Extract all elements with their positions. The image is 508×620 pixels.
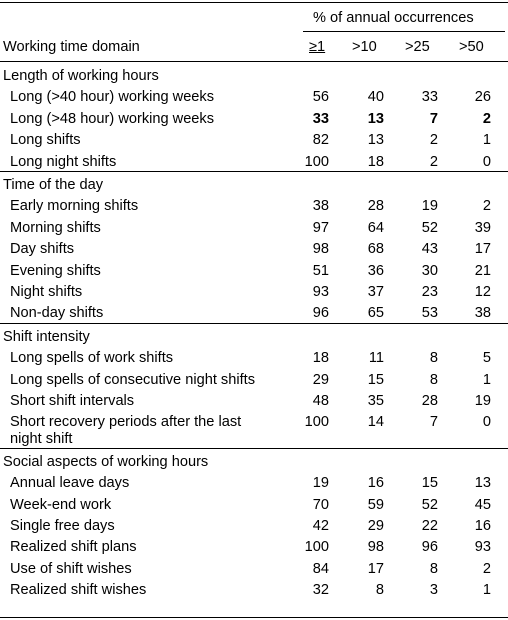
row-value: 82 xyxy=(312,132,329,149)
row-value: 100 xyxy=(304,153,329,170)
row-value: 3 xyxy=(429,582,438,599)
row-value: 8 xyxy=(429,560,438,577)
row-label: Night shifts xyxy=(10,284,83,300)
row-value: 23 xyxy=(421,284,438,300)
row-value: 45 xyxy=(474,496,491,513)
row-label: Annual leave days xyxy=(10,475,130,492)
row-label: Week-end work xyxy=(10,496,112,513)
row-value: 51 xyxy=(312,262,329,279)
row-label: Early morning shifts xyxy=(10,198,139,215)
row-value: 1 xyxy=(482,371,491,388)
row-value: 13 xyxy=(367,110,384,127)
row-value: 18 xyxy=(312,350,329,367)
row-label: Long (>40 hour) working weeks xyxy=(10,89,215,106)
row-label: Morning shifts xyxy=(10,219,101,236)
row-value: 21 xyxy=(474,262,491,279)
row-label: Long spells of consecutive night shifts xyxy=(10,371,255,388)
row-label: Non-day shifts xyxy=(10,305,104,322)
column-header-gt10: >10 xyxy=(352,39,377,55)
bottom-rule xyxy=(0,617,508,618)
column-group-header: % of annual occurrences xyxy=(313,10,474,26)
row-value: 96 xyxy=(312,305,329,322)
row-value: 35 xyxy=(367,393,384,409)
row-value: 5 xyxy=(482,350,491,367)
row-value: 2 xyxy=(482,560,491,577)
row-value: 11 xyxy=(368,350,384,367)
row-value: 13 xyxy=(367,132,384,149)
column-header-gt50: >50 xyxy=(459,39,484,55)
row-value: 19 xyxy=(312,475,329,492)
row-value: 16 xyxy=(367,475,384,492)
row-value: 30 xyxy=(421,262,438,279)
row-value: 2 xyxy=(429,153,438,170)
row-label: Realized shift plans xyxy=(10,539,137,556)
row-value: 33 xyxy=(421,89,438,106)
row-value: 53 xyxy=(421,305,438,322)
header-rule xyxy=(0,61,508,62)
column-header-ge1: ≥1 xyxy=(309,39,326,55)
section-rule xyxy=(0,171,508,172)
row-value: 7 xyxy=(429,110,438,127)
row-label: Long night shifts xyxy=(10,153,117,170)
row-label: Long shifts xyxy=(10,132,81,149)
row-label: Evening shifts xyxy=(10,262,101,279)
row-value: 37 xyxy=(367,284,384,300)
section-title: Social aspects of working hours xyxy=(3,453,209,470)
row-value: 96 xyxy=(421,539,438,556)
row-value: 43 xyxy=(421,241,438,258)
row-value: 40 xyxy=(367,89,384,106)
row-value: 32 xyxy=(312,582,329,599)
row-label-continuation: night shift xyxy=(10,431,73,448)
row-value: 93 xyxy=(312,284,329,300)
row-value: 97 xyxy=(312,219,329,236)
row-value: 29 xyxy=(312,371,329,388)
row-label: Single free days xyxy=(10,518,115,534)
row-value: 59 xyxy=(367,496,384,513)
section-rule xyxy=(0,323,508,324)
row-value: 36 xyxy=(367,262,384,279)
row-value: 22 xyxy=(421,518,438,534)
row-value: 8 xyxy=(429,371,438,388)
row-value: 2 xyxy=(429,132,438,149)
row-label: Realized shift wishes xyxy=(10,582,147,599)
row-value: 1 xyxy=(482,582,491,599)
row-label: Short shift intervals xyxy=(10,393,135,409)
row-label: Short recovery periods after the last xyxy=(10,414,242,431)
row-value: 28 xyxy=(421,393,438,409)
row-value: 68 xyxy=(367,241,384,258)
row-value: 18 xyxy=(367,153,384,170)
row-value: 98 xyxy=(312,241,329,258)
group-underline xyxy=(303,31,505,32)
row-label: Long (>48 hour) working weeks xyxy=(10,110,215,127)
row-value: 16 xyxy=(474,518,491,534)
row-value: 33 xyxy=(312,110,329,127)
row-value: 19 xyxy=(421,198,438,215)
row-label: Long spells of work shifts xyxy=(10,350,174,367)
row-value: 38 xyxy=(312,198,329,215)
row-value: 29 xyxy=(367,518,384,534)
row-value: 56 xyxy=(312,89,329,106)
section-title: Time of the day xyxy=(3,177,104,193)
column-header-gt25: >25 xyxy=(405,39,430,55)
row-value: 0 xyxy=(482,414,491,431)
row-value: 52 xyxy=(421,219,438,236)
row-value: 0 xyxy=(482,153,491,170)
row-label: Day shifts xyxy=(10,241,75,258)
row-label: Use of shift wishes xyxy=(10,560,132,577)
row-value: 38 xyxy=(474,305,491,322)
top-rule xyxy=(0,2,508,3)
row-value: 42 xyxy=(312,518,329,534)
row-value: 70 xyxy=(312,496,329,513)
row-value: 98 xyxy=(367,539,384,556)
row-value: 28 xyxy=(367,198,384,215)
row-value: 7 xyxy=(429,414,438,431)
section-rule xyxy=(0,448,508,449)
row-value: 48 xyxy=(312,393,329,409)
row-value: 84 xyxy=(312,560,329,577)
row-value: 93 xyxy=(474,539,491,556)
row-value: 2 xyxy=(482,110,491,127)
section-title: Shift intensity xyxy=(3,328,90,345)
row-value: 52 xyxy=(421,496,438,513)
row-value: 100 xyxy=(304,539,329,556)
row-value: 64 xyxy=(367,219,384,236)
row-value: 1 xyxy=(482,132,491,149)
row-value: 17 xyxy=(474,241,491,258)
row-value: 19 xyxy=(474,393,491,409)
section-title: Length of working hours xyxy=(3,68,159,84)
row-value: 15 xyxy=(367,371,384,388)
row-value: 26 xyxy=(474,89,491,106)
row-value: 14 xyxy=(367,414,384,431)
row-value: 39 xyxy=(474,219,491,236)
row-value: 12 xyxy=(474,284,491,300)
row-value: 8 xyxy=(375,582,384,599)
row-value: 17 xyxy=(367,560,384,577)
domain-column-header: Working time domain xyxy=(3,39,140,55)
row-value: 100 xyxy=(304,414,329,431)
row-value: 15 xyxy=(421,475,438,492)
row-value: 13 xyxy=(474,475,491,492)
row-value: 2 xyxy=(482,198,491,215)
row-value: 65 xyxy=(367,305,384,322)
row-value: 8 xyxy=(429,350,438,367)
